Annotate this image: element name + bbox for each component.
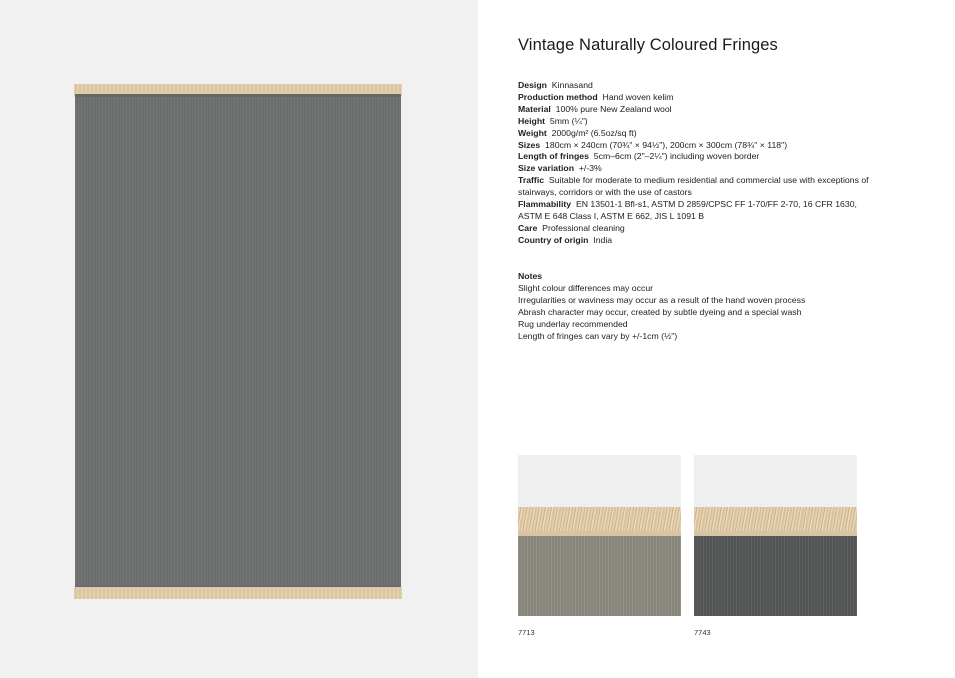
spec-value: 5cm–6cm (2"–2¼") including woven border — [593, 151, 760, 162]
spec-size-variation — [518, 163, 878, 175]
product-title: Vintage Naturally Coloured Fringes — [518, 36, 778, 54]
spec-label: Length of fringes — [518, 151, 589, 162]
notes-section — [518, 271, 878, 342]
swatch-image-7743 — [694, 455, 857, 616]
note-item: Irregularities or waviness may occur as a result of the hand woven process — [518, 294, 806, 305]
spec-value: Professional cleaning — [542, 222, 625, 233]
top-woven-border — [75, 94, 401, 97]
spec-material — [518, 104, 878, 116]
note-item: Slight colour differences may occur — [518, 282, 654, 293]
spec-traffic — [518, 175, 878, 199]
spec-label: Design — [518, 80, 547, 90]
spec-value: 5mm (¼") — [549, 115, 588, 126]
spec-value: 180cm × 240cm (70¾" × 94½"), 200cm × 300cm (78¾" × 118") — [545, 139, 788, 150]
spec-label: Country of origin — [518, 234, 589, 245]
spec-country-of-origin — [518, 235, 878, 247]
bottom-fringe — [74, 587, 402, 599]
spec-value: +/-3% — [578, 163, 602, 174]
swatch-code: 7713 — [518, 628, 535, 637]
spec-label: Material — [518, 103, 551, 114]
specifications-list — [518, 80, 878, 247]
spec-value: 100% pure New Zealand wool — [555, 103, 672, 114]
notes-heading: Notes — [518, 271, 543, 281]
note-item: Abrash character may occur, created by subtle dyeing and a special wash — [518, 306, 802, 317]
spec-value: EN 13501-1 Bfl-s1, ASTM D 2859/CPSC FF 1-70/FF 2-70, 16 CFR 1630, ASTM E 648 Class I, ASTM E 662, JIS L 1091 B — [518, 199, 857, 221]
spec-label: Weight — [518, 127, 547, 138]
spec-height — [518, 116, 878, 128]
note-item: Length of fringes can vary by +/-1cm (½") — [518, 330, 678, 341]
spec-label: Traffic — [518, 175, 545, 186]
swatch-rug-surface — [518, 536, 681, 616]
spec-label: Care — [518, 222, 538, 233]
spec-care — [518, 223, 878, 235]
spec-value: Suitable for moderate to medium residential and commercial use with exceptions of stairways, corridors or with the use of castors — [518, 175, 869, 198]
spec-value: 2000g/m² (6.5oz/sq ft) — [551, 127, 637, 138]
spec-design — [518, 80, 878, 92]
spec-value: Kinnasand — [551, 80, 593, 90]
spec-label: Sizes — [518, 139, 541, 150]
note-item: Rug underlay recommended — [518, 318, 628, 329]
spec-value: India — [593, 234, 613, 245]
spec-value: Hand woven kelim — [602, 91, 674, 102]
swatch-image-7713 — [518, 455, 681, 616]
rug-body — [75, 94, 401, 589]
spec-length-of-fringes — [518, 151, 878, 163]
spec-weight — [518, 128, 878, 140]
swatch-code: 7743 — [694, 628, 711, 637]
spec-production-method — [518, 92, 878, 104]
spec-label: Size variation — [518, 163, 575, 174]
spec-label: Production method — [518, 91, 598, 102]
spec-sizes — [518, 140, 878, 152]
spec-label: Flammability — [518, 199, 572, 210]
spec-flammability — [518, 199, 878, 223]
swatch-rug-surface — [694, 536, 857, 616]
spec-label: Height — [518, 115, 546, 126]
details-panel — [478, 0, 955, 678]
rug-image — [72, 84, 404, 599]
